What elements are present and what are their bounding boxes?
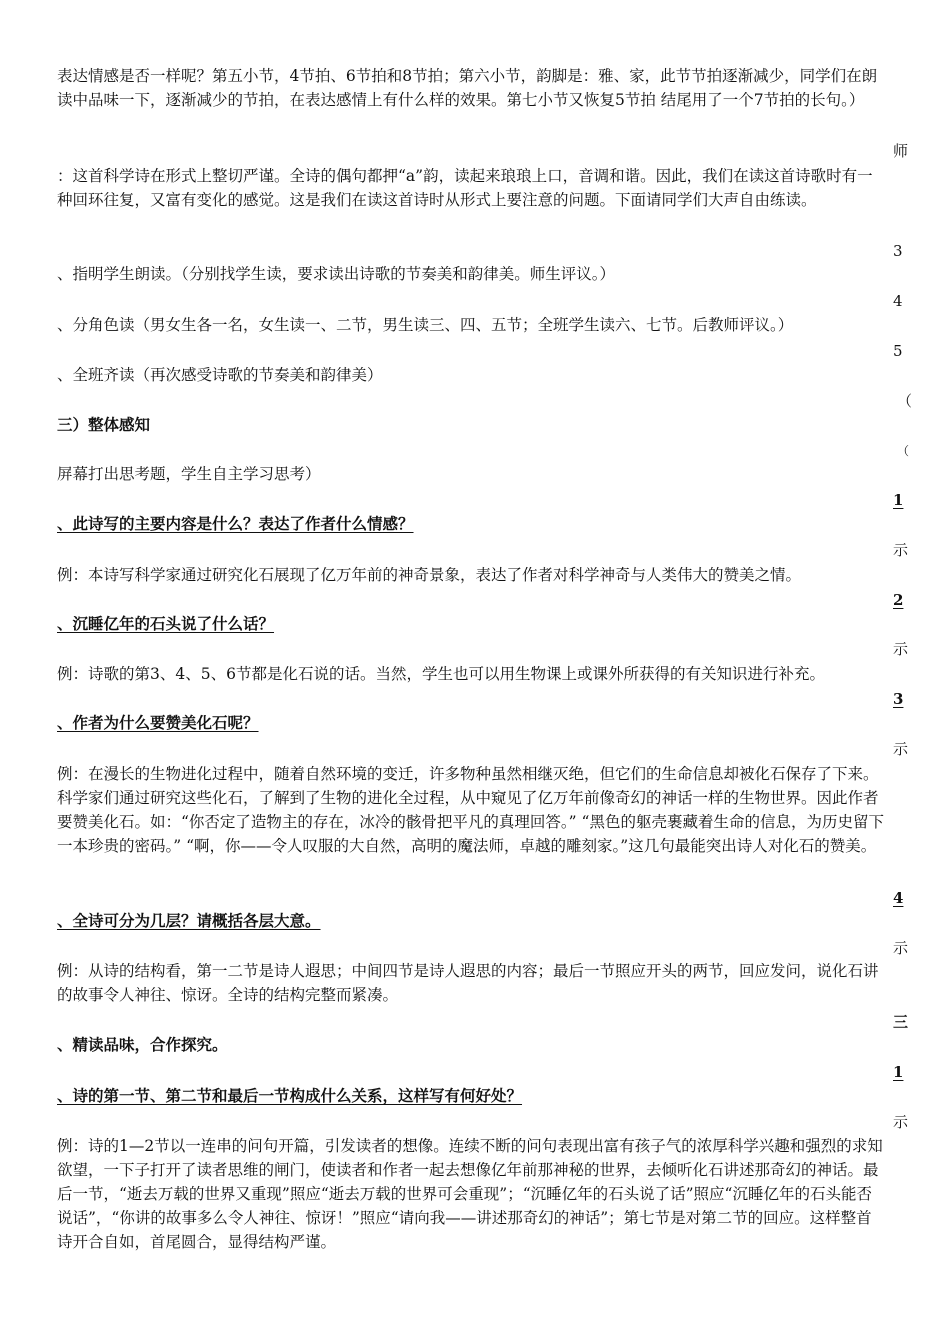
margin-note: 示 <box>893 640 909 658</box>
answer-poem-layers: 例：从诗的结构看，第一二节是诗人遐思；中间四节是诗人遐思的内容；最后一节照应开头的两节，回应发问，说化石讲的故事令人神往、惊讶。全诗的结构完整而紧凑。 <box>57 962 879 1004</box>
answer-why-praise-fossil: 例：在漫长的生物进化过程中，随着自然环境的变迁，许多物种虽然相继灭绝，但它们的生命信息却被化石保存了下来。科学家们通过研究这些化石，了解到了生物的进化全过程，从中窥见了亿万年前像奇幻的神话一样的生物世界。因此作者要赞美化石。如：“你否定了造物主的存在，冰冷的骸骨把平凡的真理回答。” “黑色的躯壳裹藏着生命的信息，为历史留下一本珍贵的密码。” “啊，你——令人叹服的大自然，高明的魔法师，卓越的雕刻家。”这几句最能突出诗人对化石的赞美。 <box>57 765 884 855</box>
margin-note: （ <box>897 444 910 458</box>
question-main-content: 、此诗写的主要内容是什么？表达了作者什么情感？ <box>57 514 414 533</box>
margin-note: 1 <box>893 1063 904 1081</box>
margin-note: 3 <box>893 242 903 260</box>
margin-note: （ <box>897 392 913 410</box>
section-heading-overall-perception: 三）整体感知 <box>57 415 151 434</box>
margin-note: 示 <box>893 939 909 957</box>
answer-stanza-relationship: 例：诗的1—2节以一连串的问句开篇，引发读者的想像。连续不断的问句表现出富有孩子气的浓厚科学兴趣和强烈的求知欲望，一下子打开了读者思维的闸门，使读者和作者一起去想像亿年前那神秘的世界，去倾听化石讲述那奇幻的神话。最后一节，“逝去万载的世界又重现”照应“逝去万载的世界可会重现”；“沉睡亿年的石头说了话”照应“沉睡亿年的石头能否说话”，“你讲的故事多么令人神往、惊讶！”照应“请向我——讲述那奇幻的神话”；第七节是对第二节的回应。这样整首诗开合自如，首尾圆合，显得结构严谨。 <box>57 1137 883 1251</box>
margin-note: 5 <box>893 342 903 360</box>
margin-note: 1 <box>893 491 904 509</box>
paragraph-rhythm-analysis: 表达情感是否一样呢？第五小节，4节拍、6节拍和8节拍；第六小节，韵脚是：雅、家，此节节拍逐渐减少，同学们在朗读中品味一下，逐渐减少的节拍，在表达感情上有什么样的效果。第七小节又恢复5节拍 结尾用了一个7节拍的长句。） <box>57 67 878 109</box>
paragraph-reading-step-roles: 、分角色读（男女生各一名，女生读一、二节，男生读三、四、五节；全班学生读六、七节。后教师评议。） <box>57 316 794 334</box>
question-stanza-relationship: 、诗的第一节、第二节和最后一节构成什么关系，这样写有何好处？ <box>57 1086 523 1105</box>
margin-note: 师 <box>893 142 909 160</box>
margin-note: 示 <box>893 1113 909 1131</box>
question-poem-layers: 、全诗可分为几层？请概括各层大意。 <box>57 911 321 930</box>
section-heading-close-reading: 、精读品味，合作探究。 <box>57 1035 228 1054</box>
margin-note: 示 <box>893 740 909 758</box>
margin-note: 示 <box>893 541 909 559</box>
margin-note: 三 <box>893 1013 909 1031</box>
paragraph-form-rhyme: ：这首科学诗在形式上整切严谨。全诗的偶句都押“a”韵，读起来琅琅上口，音调和谐。因此，我们在读这首诗歌时有一种回环往复，又富有变化的感觉。这是我们在读这首诗时从形式上要注意的问题。下面请同学们大声自由练读。 <box>57 167 873 209</box>
margin-note: 4 <box>893 292 903 310</box>
answer-main-content: 例：本诗写科学家通过研究化石展现了亿万年前的神奇景象，表达了作者对科学神奇与人类伟大的赞美之情。 <box>57 566 802 584</box>
margin-note: 3 <box>893 690 904 708</box>
question-why-praise-fossil: 、作者为什么要赞美化石呢？ <box>57 713 259 732</box>
question-stone-words: 、沉睡亿年的石头说了什么话？ <box>57 614 275 633</box>
answer-stone-words: 例：诗歌的第3、4、5、6节都是化石说的话。当然，学生也可以用生物课上或课外所获得的有关知识进行补充。 <box>57 665 825 683</box>
margin-note: 2 <box>893 591 904 609</box>
paragraph-reading-step-individual: 、指明学生朗读。（分别找学生读，要求读出诗歌的节奏美和韵律美。师生评议。） <box>57 265 616 283</box>
margin-note: 4 <box>893 889 904 907</box>
paragraph-screen-prompt: 屏幕打出思考题，学生自主学习思考） <box>57 465 321 483</box>
paragraph-reading-step-class: 、全班齐读（再次感受诗歌的节奏美和韵律美） <box>57 366 383 384</box>
